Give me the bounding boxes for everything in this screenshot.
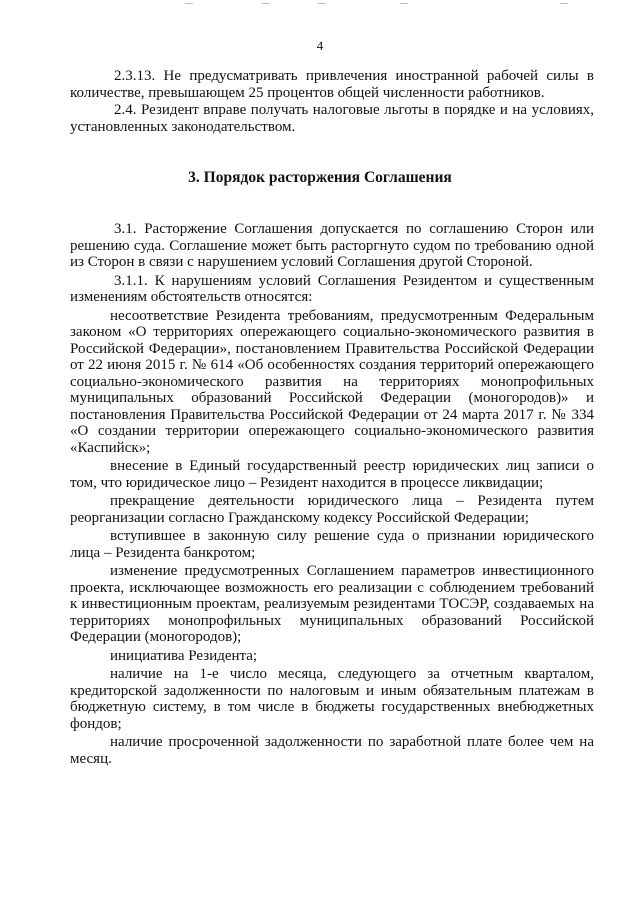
- scan-mark: [400, 3, 408, 4]
- list-item: внесение в Единый государственный реестр юридических лиц записи о том, что юридическое лицо – Резидент находится в процессе ликвидации;: [70, 458, 594, 491]
- section-3-body: [70, 221, 594, 769]
- list-item: наличие на 1-е число месяца, следующего за отчетным кварталом, кредиторской задолженности по налоговым и иным обязательным платежам в бюджетную систему, в том числе в бюджеты государственных внебюджетных фондов;: [70, 666, 594, 732]
- page-number: 4: [316, 38, 324, 53]
- list-item: наличие просроченной задолженности по заработной плате более чем на месяц.: [70, 734, 594, 767]
- list-item: изменение предусмотренных Соглашением параметров инвестиционного проекта, исключающее возможность его реализации с соблюдением требований к инвестиционным проектам, реализуемым резидентами ТОСЭР, создаваемых на территориях монопрофильных муниципальных образований Российской Федерации (моногородов);: [70, 563, 594, 645]
- list-item: несоответствие Резидента требованиям, предусмотренным Федеральным законом «О территориях опережающего социально-экономического развития в Российской Федерации», постановлением Правительства Российской Федерации от 22 июня 2015 г. № 614 «Об особенностях создания территорий опережающего социально-экономического развития на территориях монопрофильных муниципальных образований Российской Федерации (моногородов)» и постановления Правительства Российской Федерации от 24 марта 2017 г. № 334 «О создании территории опережающего социально-экономического развития «Каспийск»;: [70, 307, 594, 456]
- scan-mark: [560, 3, 568, 4]
- clause-2-3-13: 2.3.13. Не предусматривать привлечения иностранной рабочей силы в количестве, превышающем 25 процентов общей численности работников.: [70, 68, 594, 101]
- clause-3-1: 3.1. Расторжение Соглашения допускается по соглашению Сторон или решению суда. Соглашение может быть расторгнуто судом по требованию одной из Сторон в связи с нарушением условий Соглашения другой Стороной.: [70, 221, 594, 270]
- list-item: вступившее в законную силу решение суда о признании юридического лица – Резидента банкротом;: [70, 528, 594, 561]
- clause-2-4: 2.4. Резидент вправе получать налоговые льготы в порядке и на условиях, установленных законодательством.: [70, 102, 594, 135]
- scan-mark: [318, 3, 326, 4]
- clause-3-1-1: 3.1.1. К нарушениям условий Соглашения Резидентом и существенным изменениям обстоятельств относятся:: [70, 272, 594, 305]
- scan-mark: [262, 3, 270, 4]
- list-item: инициатива Резидента;: [110, 647, 258, 664]
- scan-mark: [185, 3, 193, 4]
- list-item: прекращение деятельности юридического лица – Резидента путем реорганизации согласно Гражданскому кодексу Российской Федерации;: [70, 493, 594, 526]
- intro-block: [70, 68, 594, 135]
- section-heading: 3. Порядок расторжения Соглашения: [188, 169, 452, 186]
